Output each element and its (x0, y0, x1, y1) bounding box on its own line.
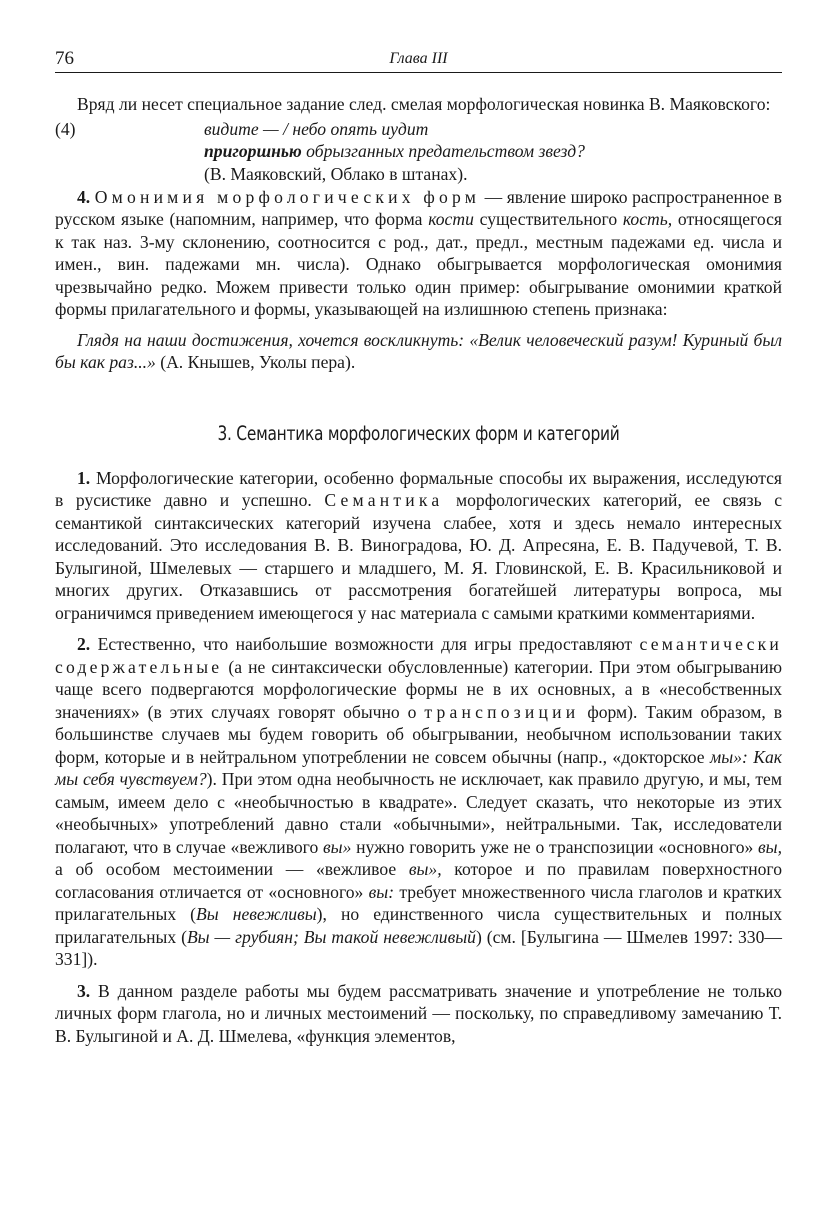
spaced-term: Омонимия морфологических форм (94, 186, 481, 207)
running-header (55, 46, 782, 73)
verse-source: (В. Маяковский, Облако в штанах). (204, 163, 468, 184)
text-run: существительного (473, 209, 623, 229)
italic-term: вы» (323, 836, 352, 857)
text-run: ) (см. [Булыгина — Шмелев 1997: 330—331]). (55, 926, 782, 969)
paragraph-number: 3. (77, 980, 91, 1001)
section-paragraph-1 (55, 467, 782, 625)
page-number: 76 (55, 48, 74, 69)
text-run: ), но единственного числа существительных и полных прилагательных ( (55, 904, 782, 947)
paragraph-number: 1. (77, 467, 91, 488)
section-paragraph-2 (55, 633, 782, 971)
example-4 (55, 118, 782, 186)
intro-paragraph: Вряд ли несет специальное задание след. смелая морфологическая новинка В. Маяковского: (77, 94, 771, 114)
book-page (55, 46, 782, 1047)
text-run: требует множественного числа глаголов и кратких прилагательных ( (55, 881, 782, 924)
italic-term: Вы невежливы (196, 904, 317, 924)
section-paragraph-3 (55, 980, 782, 1048)
italic-term: вы: (368, 881, 395, 902)
text-run: ). При этом одна необычность не исключает, как правило другую, и мы, тем самым, имеем дело с «необычностью в квадрате». Следует сказать, что некоторые из этих «необычных» употреблений давно стали «обычными», нейтральными. Так, исследователи полагают, что в случае «вежливого (55, 769, 782, 857)
text-run: В данном разделе работы мы будем рассматривать значение и употребление не только личных форм глагола, но и личных местоимений — поскольку, по справедливому замечанию Т. В. Булыгиной и А. Д. Шмелева, «функция элементов, (55, 980, 782, 1046)
paragraph-4 (55, 186, 782, 321)
spaced-term: семантически содержательные (55, 634, 782, 677)
italic-term: Вы — грубиян; Вы такой невежливый (186, 926, 476, 947)
section-heading: 3. Семантика морфологических форм и категорий (217, 421, 620, 445)
italic-term: мы»: Как мы себя чувствуем? (55, 746, 782, 789)
text-run: Морфологические категории, особенно формальные способы их выражения, исследуются в русистике давно и успешно. (55, 467, 782, 510)
paragraph-number: 2. (77, 634, 91, 654)
text-run: которое и по правилам поверхностного согласования отличается от «основного» (55, 859, 782, 902)
text-run: — явление широко распространенное в русском языке (напомним, например, что форма (55, 186, 782, 229)
spaced-term: Семантика (324, 490, 444, 510)
italic-term: вы», (408, 859, 442, 879)
paragraph-number: 4. (77, 186, 91, 207)
example-verse (204, 118, 585, 186)
text-run: относящегося к так наз. 3-му склонению, соотносится с род., дат., предл., местным падежами ед. числа и имен., вин. падежами мн. числа). Однако обыгрывается морфологическая омонимия чрезвычайно редко. Можем привести только один пример: обыгрывание омонимии краткой формы прилагательного и формы, указывающей на излишнюю степень признака: (55, 209, 782, 319)
italic-term: вы, (758, 836, 782, 857)
text-run: морфологических категорий, ее связь с семантикой синтаксических категорий изучена слабее, хотя и здесь немало интересных исследований. Это исследования В. В. Виноградова, Ю. Д. Апресяна, Е. В. Падучевой, Т. В. Булыгиной, Шмелевых — старшего и младшего, М. Я. Гловинской, Е. В. Красильниковой и многих других. Отказавшись от рассмотрения богатейшей литературы вопроса, мы ограничимся приведением имеющегося у нас материала с самыми краткими комментариями. (55, 490, 783, 623)
verse-line-2 (204, 140, 585, 163)
verse-line-1: видите — / небо опять иудит (204, 118, 429, 139)
quotation (55, 329, 782, 374)
verse-bold-word: пригоршнью (204, 141, 302, 161)
italic-term: кости (428, 209, 474, 229)
text-run: (а не синтаксически обусловленные) категории. При этом обыгрыванию чаще всего подвергаются морфологические формы не в их основных, а в «несобственных значениях» (в этих случаях говорят обычно о (55, 656, 782, 722)
verse-line-2-rest: обрызганных предательством звезд? (301, 141, 585, 161)
text-run: нужно говорить уже не о транспозиции «основного» (351, 836, 759, 857)
text-run: форм). Таким образом, в большинстве случаев мы будем говорить об обыгрывании, необычном использовании таких форм, которые и в нейтральном употреблении не совсем обычны (напр., «докторское (55, 701, 783, 767)
quote-italic: Глядя на наши достижения, хочется воскликнуть: «Велик человеческий разум! Куриный был бы как раз...» (55, 329, 782, 372)
text-run: а об особом местоимении — «вежливое (55, 859, 409, 879)
text-run: Естественно, что наибольшие возможности для игры предоставляют (90, 634, 640, 654)
spaced-term: транспозиции (424, 701, 580, 722)
quote-source: (А. Кнышев, Уколы пера). (155, 352, 356, 372)
chapter-title: Глава III (389, 50, 448, 67)
italic-term: кость, (622, 209, 673, 229)
example-number: (4) (55, 118, 76, 139)
